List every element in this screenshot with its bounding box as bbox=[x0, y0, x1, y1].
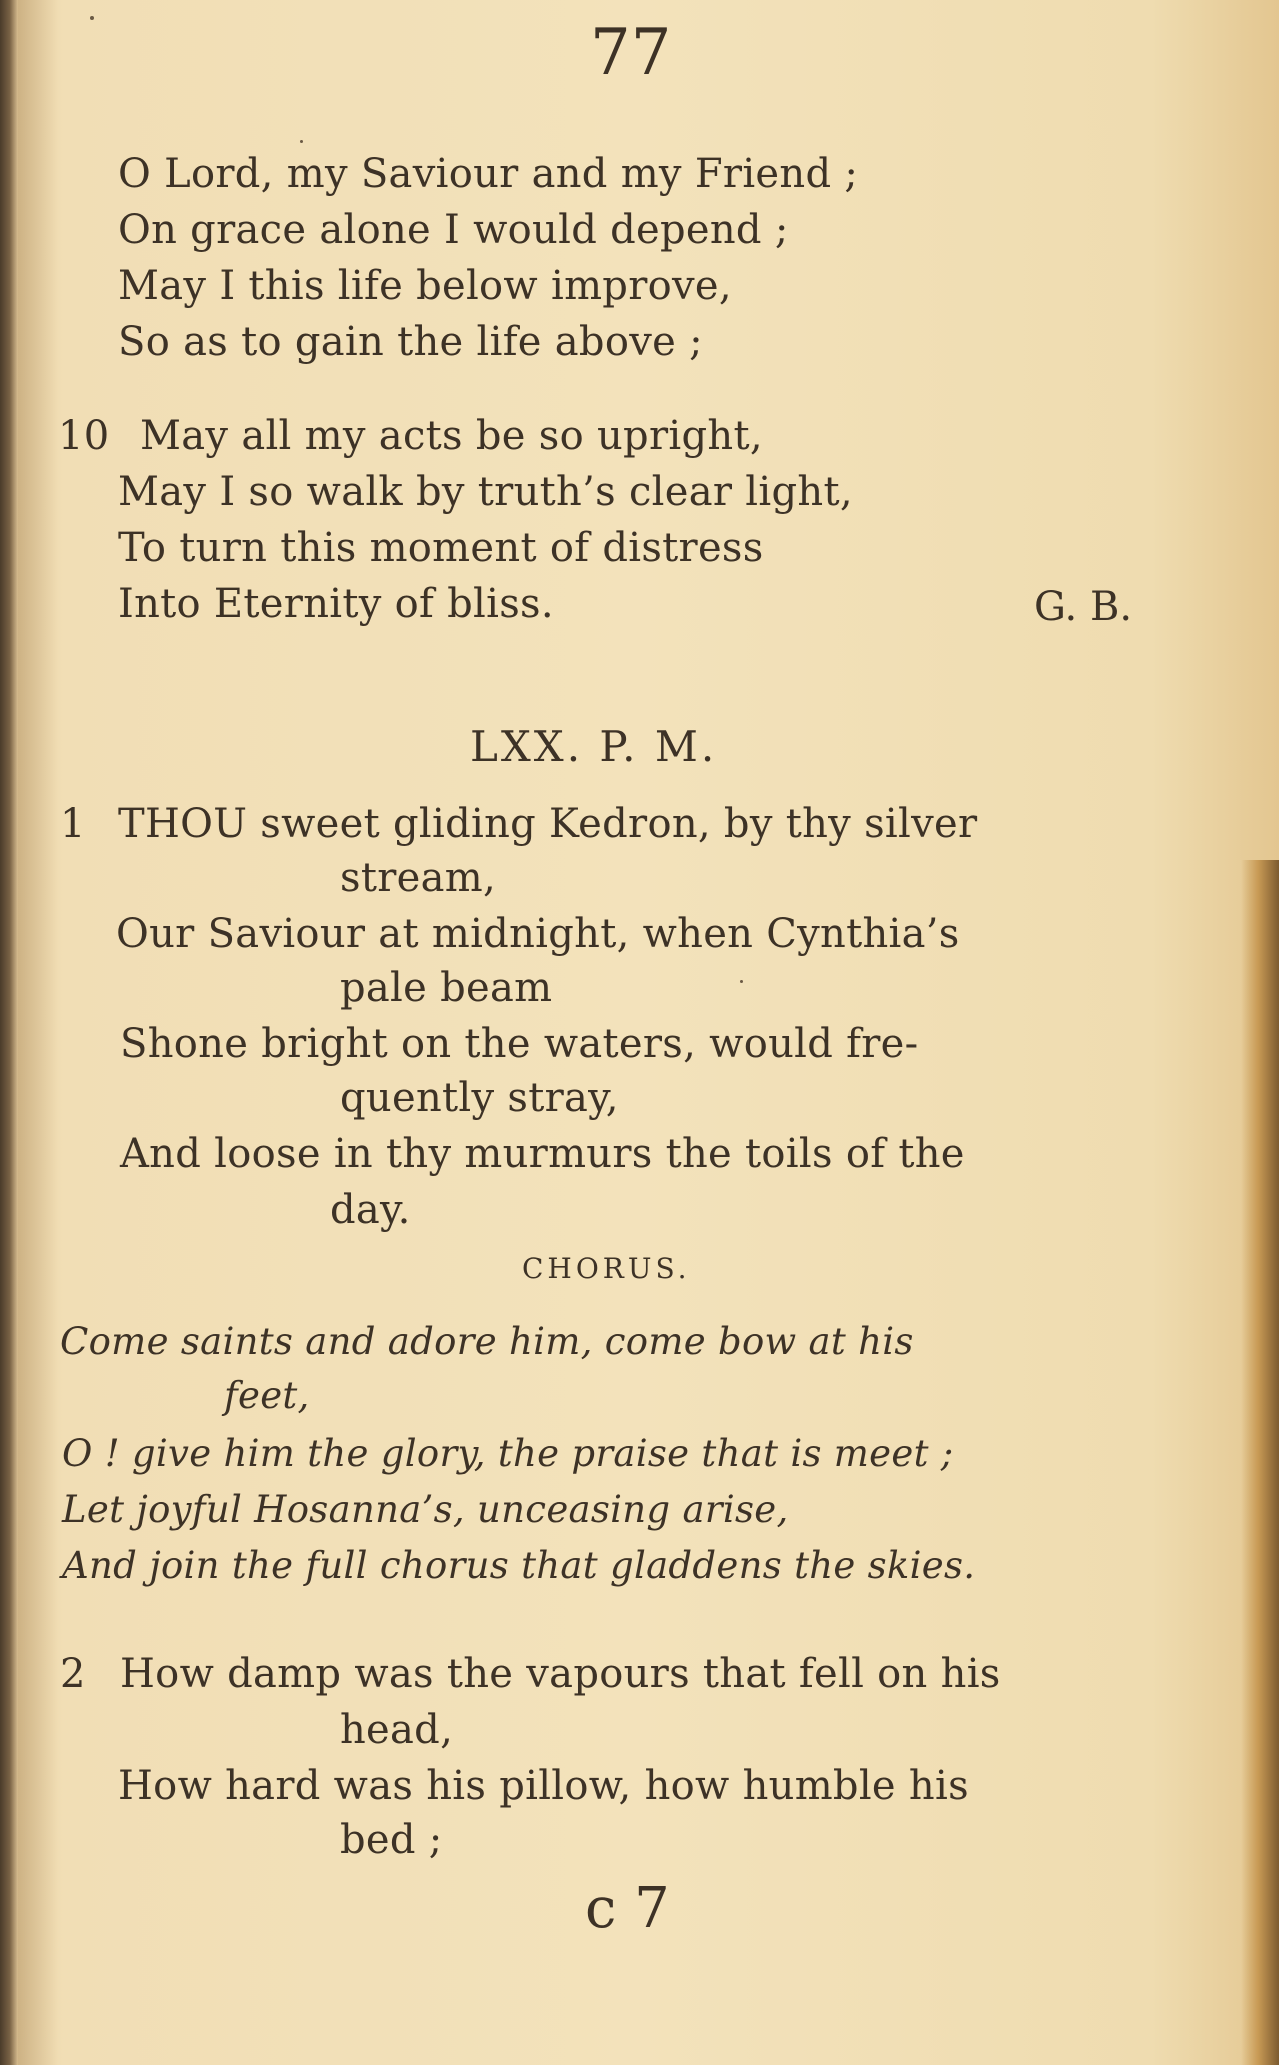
chorus-line: Let joyful Hosanna’s, unceasing arise, bbox=[62, 1488, 789, 1531]
verse-line: Our Saviour at midnight, when Cynthia’s bbox=[116, 911, 960, 957]
chorus-line: And join the full chorus that gladdens the skies. bbox=[62, 1544, 976, 1587]
verse-line: On grace alone I would depend ; bbox=[118, 207, 789, 253]
chorus-line: Come saints and adore him, come bow at his bbox=[60, 1320, 914, 1363]
chorus-line: O ! give him the glory, the praise that is meet ; bbox=[62, 1432, 954, 1475]
stanza-number: 1 bbox=[60, 801, 86, 847]
chorus-heading: CHORUS. bbox=[522, 1252, 691, 1285]
verse-line: May all my acts be so upright, bbox=[140, 413, 763, 459]
paper-speck bbox=[300, 140, 303, 143]
verse-line: Shone bright on the waters, would fre- bbox=[120, 1021, 919, 1067]
hymn-title: LXX. P. M. bbox=[470, 722, 718, 771]
verse-line-continuation: day. bbox=[330, 1187, 411, 1233]
page-edge-stain bbox=[1241, 860, 1279, 2065]
verse-line-continuation: quently stray, bbox=[340, 1075, 619, 1121]
page-number: 77 bbox=[590, 16, 672, 90]
verse-line-continuation: pale beam bbox=[340, 965, 553, 1011]
stanza-number: 10 bbox=[58, 413, 110, 459]
verse-line: And loose in thy murmurs the toils of the bbox=[120, 1131, 965, 1177]
author-initials: G. B. bbox=[1034, 584, 1133, 630]
verse-line: O Lord, my Saviour and my Friend ; bbox=[118, 151, 859, 197]
verse-line: May I this life below improve, bbox=[118, 263, 732, 309]
verse-line: How damp was the vapours that fell on his bbox=[120, 1651, 1001, 1697]
signature-mark: c 7 bbox=[585, 1876, 670, 1941]
verse-line-continuation: stream, bbox=[340, 855, 496, 901]
paper-speck bbox=[90, 16, 94, 20]
chorus-line-continuation: feet, bbox=[224, 1374, 310, 1417]
verse-line: May I so walk by truth’s clear light, bbox=[118, 469, 853, 515]
stanza-number: 2 bbox=[60, 1651, 86, 1697]
paper-speck bbox=[740, 980, 743, 983]
verse-line: Into Eternity of bliss. bbox=[118, 581, 554, 627]
gutter-shadow bbox=[18, 0, 58, 2065]
verse-line-continuation: head, bbox=[340, 1707, 454, 1753]
book-gutter bbox=[0, 0, 18, 2065]
verse-line-continuation: bed ; bbox=[340, 1817, 443, 1863]
verse-line: How hard was his pillow, how humble his bbox=[118, 1763, 969, 1809]
verse-line: To turn this moment of distress bbox=[118, 525, 764, 571]
verse-line: So as to gain the life above ; bbox=[118, 319, 703, 365]
verse-line: THOU sweet gliding Kedron, by thy silver bbox=[118, 801, 978, 847]
